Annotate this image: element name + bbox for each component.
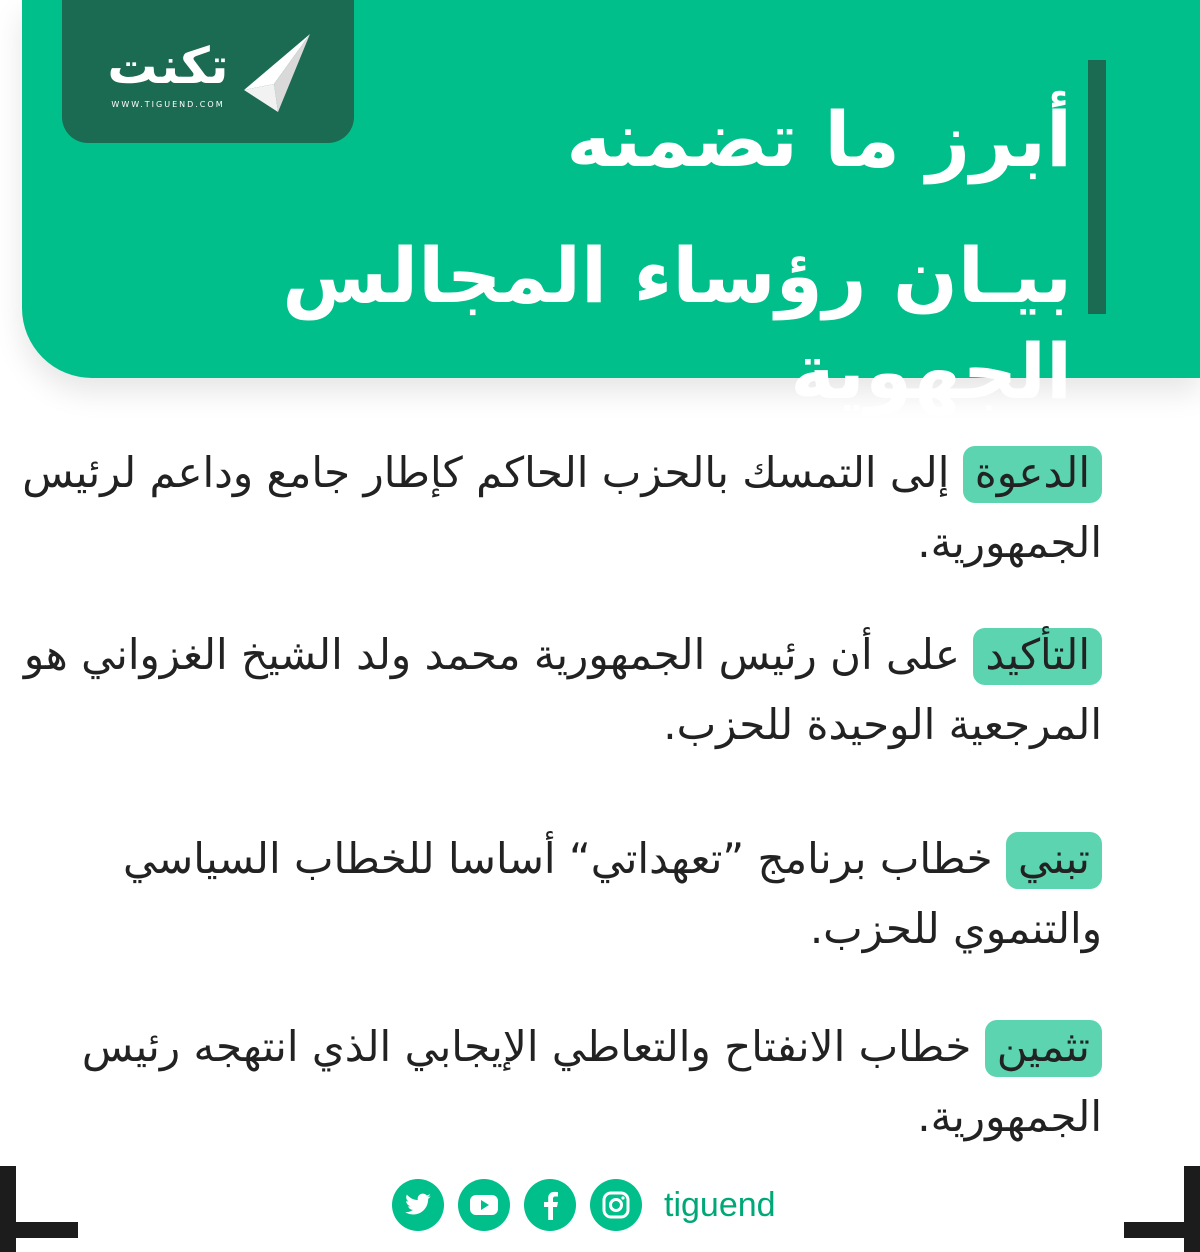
twitter-icon[interactable] [392,1179,444,1231]
item-text: خطاب برنامج ”تعهداتي“ أساسا للخطاب السياسي والتنموي للحزب. [123,834,1102,953]
logo-text: تكنت [107,37,229,95]
corner-bracket-left [0,1166,16,1252]
list-item [22,438,1102,578]
item-keyword: التأكيد [973,628,1102,685]
corner-bracket-left-base [0,1222,78,1238]
corner-bracket-right-base [1124,1222,1200,1238]
logo-url: WWW.TIGUEND.COM [111,100,225,109]
item-text: على أن رئيس الجمهورية محمد ولد الشيخ الغزواني هو المرجعية الوحيدة للحزب. [23,630,1102,749]
social-footer [392,1177,776,1233]
page-title-line-2: بيـان رؤساء المجالس الجهوية [282,231,1072,416]
list-item [22,1012,1102,1152]
instagram-icon[interactable] [590,1179,642,1231]
youtube-icon[interactable] [458,1179,510,1231]
social-handle[interactable]: tiguend [664,1185,776,1224]
item-keyword: تثمين [985,1020,1102,1077]
list-item [22,620,1102,760]
item-text: خطاب الانفتاح والتعاطي الإيجابي الذي انتهجه رئيس الجمهورية. [81,1022,1102,1141]
item-keyword: تبني [1006,832,1102,889]
page-title-line-1: أبرز ما تضمنه [566,95,1072,184]
facebook-icon[interactable] [524,1179,576,1231]
list-item [22,824,1102,964]
corner-bracket-right [1184,1166,1200,1252]
item-text: إلى التمسك بالحزب الحاكم كإطار جامع وداعم لرئيس الجمهورية. [22,448,1102,567]
title-accent-bar [1088,60,1106,314]
item-keyword: الدعوة [963,446,1102,503]
